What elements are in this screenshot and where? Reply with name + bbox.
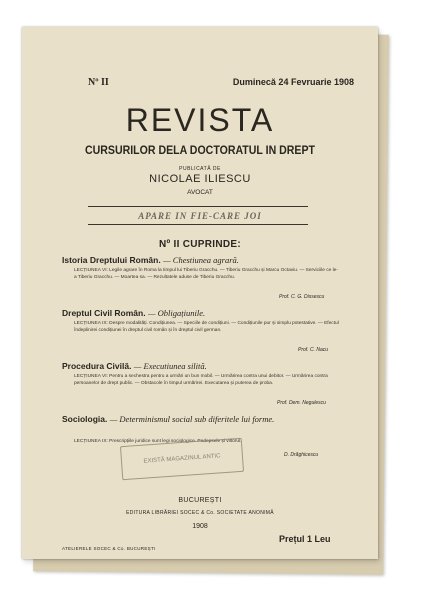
publication-city: BUCUREȘTI <box>178 497 222 504</box>
page-subtitle: CURSURILOR DELA DOCTORATUL IN DREPT <box>84 145 316 157</box>
author-role: AVOCAT <box>187 189 213 196</box>
section-title: Istoria Dreptului Român. — Chestiunea agrară. <box>62 255 239 265</box>
section-professor: Prof. C. G. Dissescu <box>279 294 325 300</box>
frequency-banner: APARE IN FIE-CARE JOI <box>138 211 262 221</box>
printer-line: ATELIERELE SOCEC & Co. BUCUREȘTI <box>62 546 156 551</box>
section-lecture: LECȚIUNEA VI: Pentru a sechestra pentru a urmări un bun mobil. — Urmărirea contra unui debitor. — Urmărirea contra persoanelor de drept public. — Obstacole în timpul urmărirei. Executarea și puterea de proba. <box>74 374 328 386</box>
section-title: Sociologia. — Determinismul social sub diferitele lui forme. <box>62 414 275 424</box>
top-divider <box>88 206 308 207</box>
section-professor: D. Drăghicescu <box>284 452 319 458</box>
author-name: NICOLAE ILIESCU <box>149 173 251 185</box>
issue-number: Nº II <box>88 77 109 88</box>
section-lecture: LECȚIUNEA VI: Legile agrare în Roma la timpul lui Tiberiu Gracchu. — Tiberiu Gracchu și Marcu Octaviu. — Serviciile ce le-a Tiberiu Gracchu. — Moartea sa. — Rezultatele aduse de Tiberiu Gracchu. <box>74 268 338 280</box>
publication-year: 1908 <box>192 523 208 530</box>
issue-date: Duminecă 24 Fevruarie 1908 <box>232 77 354 87</box>
section-title: Dreptul Civil Român. — Obligațiunile. <box>62 308 206 318</box>
bottom-divider <box>88 224 308 225</box>
document-cover <box>22 27 378 559</box>
section-lecture: LECȚIUNEA IX: Despre modalități. Condițiunea. — Speciile de condițiuni. — Condițiunile pur și simplu potestative. — Efectul îndeplinirei condițiunei în dreptul civil român și în dreptul civil german. <box>74 321 339 333</box>
section-lecture: LECȚIUNEA IX: Prescripțiile juridice sunt legi sociologice. Pedepsele și viitorul. <box>74 439 242 444</box>
publisher-name: EDITURA LIBRĂRIEI SOCEC & Co. SOCIETATE ANONIMĂ <box>126 510 274 516</box>
page-title: REVISTA <box>125 102 275 138</box>
section-professor: Prof. C. Nacu <box>298 347 329 353</box>
section-title: Procedura Civilă. — Executiunea silită. <box>62 361 207 371</box>
section-professor: Prof. Dem. Negulescu <box>277 400 326 406</box>
price-label: Prețul 1 Leu <box>279 534 331 544</box>
library-stamp: EXISTĂ MAGAZINUL ANTIC <box>120 438 244 480</box>
contents-heading: Nº II CUPRINDE: <box>158 239 242 250</box>
publisher-line: PUBLICATĂ DE <box>179 166 221 172</box>
